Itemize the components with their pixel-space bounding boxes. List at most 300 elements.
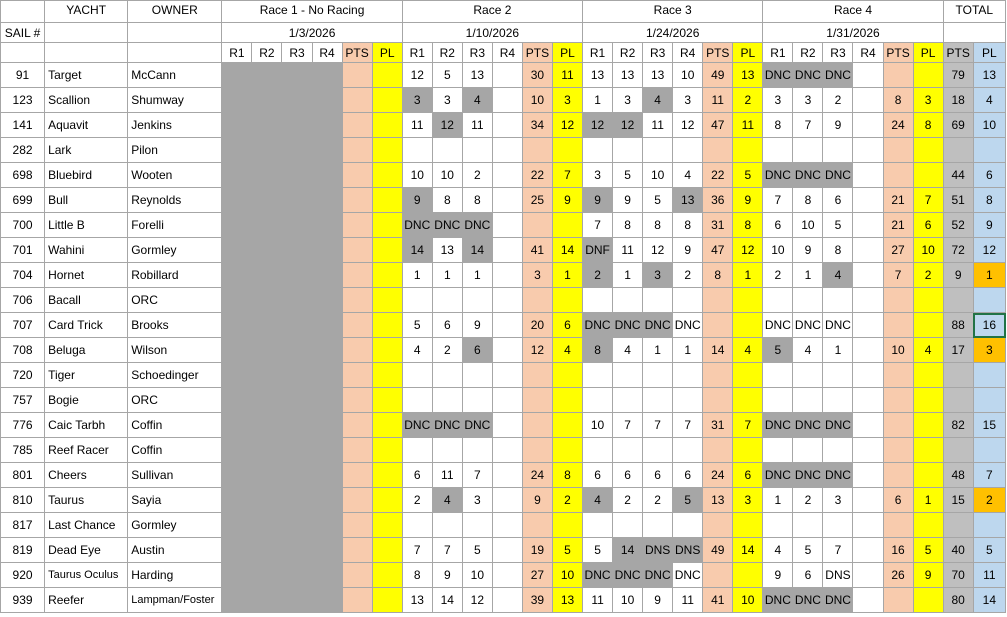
race-4-cell[interactable] (793, 513, 823, 538)
race-4-cell[interactable]: DNC (793, 313, 823, 338)
yacht-name-cell[interactable]: Little B (45, 213, 128, 238)
race-2-cell[interactable] (462, 388, 492, 413)
race-3-cell[interactable]: 12 (733, 238, 763, 263)
race-1-cell[interactable] (312, 63, 342, 88)
race-4-cell[interactable]: 3 (913, 88, 943, 113)
race-3-cell[interactable] (583, 138, 613, 163)
race-3-cell[interactable] (733, 363, 763, 388)
race-4-cell[interactable] (913, 288, 943, 313)
race-3-cell[interactable] (613, 288, 643, 313)
race-1-cell[interactable] (252, 363, 282, 388)
sail-number-cell[interactable]: 141 (1, 113, 45, 138)
race-1-cell[interactable] (372, 188, 402, 213)
race-3-cell[interactable]: 1 (673, 338, 703, 363)
race-3-cell[interactable]: DNC (643, 313, 673, 338)
race-1-cell[interactable] (222, 188, 252, 213)
race-2-col-header[interactable]: R3 (462, 43, 492, 63)
race-4-cell[interactable]: 7 (823, 538, 853, 563)
race-3-cell[interactable] (733, 388, 763, 413)
race-4-cell[interactable]: 2 (793, 488, 823, 513)
total-points-cell[interactable]: 88 (943, 313, 973, 338)
owner-name-cell[interactable]: Forelli (128, 213, 222, 238)
race-4-cell[interactable] (763, 513, 793, 538)
race-2-cell[interactable]: 24 (522, 463, 552, 488)
race-4-cell[interactable]: 3 (763, 88, 793, 113)
race-2-cell[interactable]: DNC (432, 413, 462, 438)
race-2-cell[interactable]: 13 (462, 63, 492, 88)
race-3-cell[interactable]: 8 (643, 213, 673, 238)
race-4-cell[interactable]: 5 (913, 538, 943, 563)
sail-header[interactable]: SAIL # (1, 23, 45, 43)
race-1-cell[interactable] (252, 88, 282, 113)
race-1-cell[interactable] (282, 63, 312, 88)
race-4-cell[interactable]: 8 (823, 238, 853, 263)
race-2-cell[interactable]: 7 (432, 538, 462, 563)
race-3-cell[interactable]: 4 (673, 163, 703, 188)
race-1-cell[interactable] (342, 413, 372, 438)
race-4-cell[interactable]: 27 (883, 238, 913, 263)
owner-name-cell[interactable]: Schoedinger (128, 363, 222, 388)
race-4-cell[interactable] (913, 63, 943, 88)
yacht-name-cell[interactable]: Taurus Oculus (45, 563, 128, 588)
total-place-cell[interactable]: 10 (973, 113, 1005, 138)
race-4-cell[interactable] (913, 463, 943, 488)
race-1-date[interactable]: 1/3/2026 (222, 23, 402, 43)
race-2-cell[interactable]: DNC (462, 213, 492, 238)
race-2-cell[interactable] (492, 438, 522, 463)
yacht-name-cell[interactable]: Dead Eye (45, 538, 128, 563)
race-2-cell[interactable] (402, 513, 432, 538)
race-1-cell[interactable] (312, 363, 342, 388)
race-3-cell[interactable]: 2 (613, 488, 643, 513)
race-2-cell[interactable] (552, 288, 582, 313)
race-2-cell[interactable]: DNC (402, 413, 432, 438)
race-4-cell[interactable] (913, 413, 943, 438)
total-points-cell[interactable] (943, 513, 973, 538)
race-4-cell[interactable]: 9 (793, 238, 823, 263)
race-4-cell[interactable] (763, 138, 793, 163)
race-4-cell[interactable] (853, 363, 883, 388)
race-2-col-header[interactable]: R4 (492, 43, 522, 63)
race-4-cell[interactable]: 8 (793, 188, 823, 213)
race-1-cell[interactable] (282, 463, 312, 488)
sail-number-cell[interactable]: 757 (1, 388, 45, 413)
race-1-cell[interactable] (372, 388, 402, 413)
race-3-cell[interactable]: 13 (673, 188, 703, 213)
race-4-col-header[interactable]: R1 (763, 43, 793, 63)
race-4-cell[interactable]: DNC (763, 588, 793, 613)
blank-header-cell[interactable] (943, 23, 1005, 43)
total-col-header[interactable]: PTS (943, 43, 973, 63)
race-4-cell[interactable] (853, 588, 883, 613)
race-1-cell[interactable] (282, 588, 312, 613)
race-4-cell[interactable] (763, 363, 793, 388)
race-2-cell[interactable]: 8 (432, 188, 462, 213)
race-4-cell[interactable] (763, 288, 793, 313)
race-1-cell[interactable] (312, 313, 342, 338)
race-3-cell[interactable] (613, 438, 643, 463)
yacht-name-cell[interactable]: Hornet (45, 263, 128, 288)
race-3-cell[interactable]: 11 (733, 113, 763, 138)
race-2-cell[interactable] (552, 138, 582, 163)
race-2-cell[interactable] (492, 288, 522, 313)
race-3-cell[interactable] (583, 438, 613, 463)
race-4-cell[interactable]: 4 (823, 263, 853, 288)
race-2-cell[interactable] (552, 513, 582, 538)
race-2-cell[interactable] (492, 338, 522, 363)
race-3-cell[interactable] (733, 313, 763, 338)
race-2-cell[interactable]: 11 (402, 113, 432, 138)
race-1-cell[interactable] (282, 388, 312, 413)
race-3-cell[interactable] (673, 363, 703, 388)
race-3-cell[interactable]: 7 (583, 213, 613, 238)
race-4-cell[interactable] (913, 513, 943, 538)
race-1-cell[interactable] (222, 388, 252, 413)
race-3-cell[interactable]: 31 (703, 213, 733, 238)
race-3-cell[interactable] (733, 513, 763, 538)
race-3-cell[interactable]: 9 (733, 188, 763, 213)
race-3-cell[interactable]: 49 (703, 538, 733, 563)
race-2-cell[interactable]: 7 (402, 538, 432, 563)
blank-header-cell[interactable] (128, 23, 222, 43)
race-4-cell[interactable]: 7 (913, 188, 943, 213)
race-3-cell[interactable]: 8 (673, 213, 703, 238)
race-3-cell[interactable]: 11 (673, 588, 703, 613)
race-1-cell[interactable] (282, 188, 312, 213)
race-1-cell[interactable] (372, 563, 402, 588)
owner-name-cell[interactable]: Coffin (128, 413, 222, 438)
total-place-cell[interactable]: 12 (973, 238, 1005, 263)
race-2-cell[interactable]: 14 (462, 238, 492, 263)
race-2-cell[interactable]: 12 (552, 113, 582, 138)
race-2-cell[interactable] (462, 363, 492, 388)
race-4-cell[interactable]: 6 (763, 213, 793, 238)
race-2-cell[interactable] (402, 388, 432, 413)
race-4-cell[interactable]: 5 (823, 213, 853, 238)
race-4-col-header[interactable]: R2 (793, 43, 823, 63)
race-3-cell[interactable]: 7 (643, 413, 673, 438)
race-3-cell[interactable]: DNC (583, 563, 613, 588)
yacht-name-cell[interactable]: Bacall (45, 288, 128, 313)
race-1-cell[interactable] (372, 88, 402, 113)
race-2-cell[interactable] (492, 213, 522, 238)
race-1-cell[interactable] (342, 488, 372, 513)
race-3-date[interactable]: 1/24/2026 (583, 23, 763, 43)
race-2-cell[interactable]: 11 (432, 463, 462, 488)
race-2-cell[interactable] (492, 313, 522, 338)
race-1-cell[interactable] (252, 388, 282, 413)
race-1-cell[interactable] (372, 438, 402, 463)
race-3-cell[interactable]: 13 (733, 63, 763, 88)
race-3-cell[interactable]: 3 (733, 488, 763, 513)
race-2-cell[interactable]: 19 (522, 538, 552, 563)
race-1-cell[interactable] (342, 188, 372, 213)
race-4-cell[interactable] (853, 113, 883, 138)
race-1-cell[interactable] (342, 113, 372, 138)
race-2-cell[interactable]: 7 (552, 163, 582, 188)
race-2-cell[interactable]: 14 (432, 588, 462, 613)
total-points-cell[interactable]: 40 (943, 538, 973, 563)
race-2-cell[interactable]: DNC (462, 413, 492, 438)
race-4-cell[interactable]: 16 (883, 538, 913, 563)
race-2-cell[interactable]: 14 (402, 238, 432, 263)
race-3-cell[interactable] (733, 438, 763, 463)
race-4-cell[interactable] (763, 388, 793, 413)
race-1-cell[interactable] (372, 413, 402, 438)
race-4-cell[interactable] (913, 313, 943, 338)
race-4-cell[interactable]: DNC (793, 588, 823, 613)
race-3-cell[interactable]: 8 (583, 338, 613, 363)
race-4-cell[interactable]: DNC (763, 463, 793, 488)
race-4-cell[interactable]: 1 (823, 338, 853, 363)
yacht-name-cell[interactable]: Aquavit (45, 113, 128, 138)
race-2-cell[interactable]: 9 (462, 313, 492, 338)
race-1-cell[interactable] (252, 588, 282, 613)
race-4-cell[interactable]: DNC (793, 63, 823, 88)
sail-number-cell[interactable]: 700 (1, 213, 45, 238)
race-1-cell[interactable] (222, 238, 252, 263)
race-2-col-header[interactable]: PTS (522, 43, 552, 63)
race-1-cell[interactable] (252, 463, 282, 488)
total-points-cell[interactable]: 9 (943, 263, 973, 288)
race-4-cell[interactable] (823, 288, 853, 313)
race-1-cell[interactable] (342, 463, 372, 488)
race-2-cell[interactable]: 22 (522, 163, 552, 188)
race-1-cell[interactable] (342, 513, 372, 538)
blank-header-cell[interactable] (1, 1, 45, 23)
sail-number-cell[interactable]: 706 (1, 288, 45, 313)
race-1-col-header[interactable]: R3 (282, 43, 312, 63)
race-4-cell[interactable] (793, 288, 823, 313)
race-1-cell[interactable] (282, 88, 312, 113)
race-3-cell[interactable]: DNC (673, 563, 703, 588)
race-3-cell[interactable]: 22 (703, 163, 733, 188)
owner-name-cell[interactable]: Robillard (128, 263, 222, 288)
race-2-cell[interactable]: 2 (552, 488, 582, 513)
race-1-cell[interactable] (312, 163, 342, 188)
race-1-cell[interactable] (342, 63, 372, 88)
race-3-cell[interactable]: 12 (583, 113, 613, 138)
race-2-cell[interactable]: 13 (432, 238, 462, 263)
race-2-cell[interactable]: 9 (552, 188, 582, 213)
race-3-cell[interactable]: 13 (643, 63, 673, 88)
race-3-cell[interactable]: 6 (673, 463, 703, 488)
total-points-cell[interactable]: 72 (943, 238, 973, 263)
race-1-cell[interactable] (312, 463, 342, 488)
race-4-cell[interactable]: DNC (793, 463, 823, 488)
race-3-cell[interactable]: 7 (673, 413, 703, 438)
race-3-cell[interactable]: 14 (733, 538, 763, 563)
race-3-cell[interactable]: 11 (643, 113, 673, 138)
sail-number-cell[interactable]: 720 (1, 363, 45, 388)
race-3-cell[interactable]: 2 (643, 488, 673, 513)
race-3-cell[interactable]: 4 (643, 88, 673, 113)
race-1-cell[interactable] (222, 338, 252, 363)
race-1-cell[interactable] (372, 63, 402, 88)
race-1-cell[interactable] (312, 113, 342, 138)
race-3-col-header[interactable]: R1 (583, 43, 613, 63)
race-4-cell[interactable]: 8 (883, 88, 913, 113)
race-2-cell[interactable] (492, 263, 522, 288)
sail-number-cell[interactable]: 819 (1, 538, 45, 563)
race-3-cell[interactable]: 12 (643, 238, 673, 263)
race-4-cell[interactable]: 26 (883, 563, 913, 588)
race-4-cell[interactable]: 9 (913, 563, 943, 588)
total-points-cell[interactable]: 44 (943, 163, 973, 188)
race-2-cell[interactable]: 6 (402, 463, 432, 488)
race-1-cell[interactable] (222, 213, 252, 238)
race-2-cell[interactable] (432, 288, 462, 313)
race-1-cell[interactable] (282, 238, 312, 263)
race-2-cell[interactable]: 11 (552, 63, 582, 88)
sail-number-cell[interactable]: 810 (1, 488, 45, 513)
race-3-cell[interactable]: 13 (583, 63, 613, 88)
race-3-cell[interactable] (673, 388, 703, 413)
race-4-cell[interactable] (883, 138, 913, 163)
race-1-cell[interactable] (312, 438, 342, 463)
race-3-cell[interactable]: 11 (703, 88, 733, 113)
race-2-cell[interactable]: 9 (522, 488, 552, 513)
race-4-cell[interactable]: DNC (763, 63, 793, 88)
sail-number-cell[interactable]: 785 (1, 438, 45, 463)
race-4-cell[interactable]: 10 (883, 338, 913, 363)
race-3-cell[interactable]: 8 (703, 263, 733, 288)
race-2-cell[interactable] (402, 138, 432, 163)
sail-number-cell[interactable]: 699 (1, 188, 45, 213)
race-4-cell[interactable] (853, 213, 883, 238)
race-2-cell[interactable]: 12 (432, 113, 462, 138)
race-1-cell[interactable] (282, 163, 312, 188)
race-1-cell[interactable] (222, 163, 252, 188)
total-place-cell[interactable]: 7 (973, 463, 1005, 488)
race-1-cell[interactable] (342, 588, 372, 613)
race-2-cell[interactable]: 9 (432, 563, 462, 588)
race-3-cell[interactable]: 9 (613, 188, 643, 213)
total-points-cell[interactable]: 82 (943, 413, 973, 438)
race-2-cell[interactable]: 2 (432, 338, 462, 363)
race-3-cell[interactable]: DNS (643, 538, 673, 563)
yacht-name-cell[interactable]: Cheers (45, 463, 128, 488)
race-4-cell[interactable] (913, 438, 943, 463)
yacht-name-cell[interactable]: Caic Tarbh (45, 413, 128, 438)
race-2-cell[interactable] (522, 513, 552, 538)
race-2-cell[interactable] (432, 363, 462, 388)
owner-name-cell[interactable]: Shumway (128, 88, 222, 113)
total-place-cell[interactable]: 1 (973, 263, 1005, 288)
race-1-col-header[interactable]: R2 (252, 43, 282, 63)
race-4-cell[interactable]: 8 (763, 113, 793, 138)
race-4-cell[interactable]: DNC (793, 413, 823, 438)
race-4-cell[interactable]: DNC (823, 63, 853, 88)
race-3-cell[interactable] (703, 563, 733, 588)
race-1-cell[interactable] (342, 263, 372, 288)
race-3-cell[interactable]: DNC (613, 313, 643, 338)
race-3-cell[interactable]: 5 (643, 188, 673, 213)
race-1-cell[interactable] (222, 288, 252, 313)
race-1-cell[interactable] (312, 488, 342, 513)
race-2-cell[interactable] (522, 213, 552, 238)
race-1-cell[interactable] (222, 463, 252, 488)
race-3-cell[interactable]: 8 (613, 213, 643, 238)
race-1-cell[interactable] (312, 288, 342, 313)
race-4-cell[interactable]: DNC (823, 463, 853, 488)
total-col-header[interactable]: PL (973, 43, 1005, 63)
total-place-cell[interactable]: 6 (973, 163, 1005, 188)
race-1-cell[interactable] (372, 138, 402, 163)
total-place-cell[interactable]: 14 (973, 588, 1005, 613)
race-3-cell[interactable]: 2 (673, 263, 703, 288)
race-2-cell[interactable]: 7 (462, 463, 492, 488)
yacht-name-cell[interactable]: Lark (45, 138, 128, 163)
race-4-cell[interactable]: 3 (823, 488, 853, 513)
owner-name-cell[interactable]: Wilson (128, 338, 222, 363)
race-3-cell[interactable]: 7 (613, 413, 643, 438)
race-1-cell[interactable] (312, 188, 342, 213)
race-3-col-header[interactable]: PTS (703, 43, 733, 63)
total-place-cell[interactable]: 2 (973, 488, 1005, 513)
race-4-cell[interactable] (853, 463, 883, 488)
race-3-cell[interactable]: 5 (673, 488, 703, 513)
race-3-cell[interactable] (703, 388, 733, 413)
race-4-cell[interactable] (853, 63, 883, 88)
race-3-cell[interactable] (673, 138, 703, 163)
owner-name-cell[interactable]: Wooten (128, 163, 222, 188)
race-4-cell[interactable] (853, 488, 883, 513)
race-1-cell[interactable] (372, 463, 402, 488)
race-3-cell[interactable] (703, 288, 733, 313)
race-2-cell[interactable]: 3 (552, 88, 582, 113)
race-1-cell[interactable] (252, 263, 282, 288)
race-2-cell[interactable]: DNC (402, 213, 432, 238)
race-2-cell[interactable] (462, 513, 492, 538)
race-3-cell[interactable]: 9 (673, 238, 703, 263)
race-1-cell[interactable] (222, 313, 252, 338)
race-3-col-header[interactable]: R3 (643, 43, 673, 63)
race-2-date[interactable]: 1/10/2026 (402, 23, 582, 43)
race-1-cell[interactable] (372, 263, 402, 288)
total-place-cell[interactable]: 4 (973, 88, 1005, 113)
race-2-cell[interactable] (522, 413, 552, 438)
race-4-cell[interactable] (853, 88, 883, 113)
total-place-cell[interactable]: 9 (973, 213, 1005, 238)
owner-name-cell[interactable]: Gormley (128, 513, 222, 538)
race-1-cell[interactable] (282, 263, 312, 288)
race-1-cell[interactable] (312, 588, 342, 613)
total-place-cell[interactable] (973, 388, 1005, 413)
race-1-cell[interactable] (312, 513, 342, 538)
race-3-cell[interactable]: DNC (643, 563, 673, 588)
race-3-cell[interactable]: 14 (613, 538, 643, 563)
race-4-cell[interactable] (853, 338, 883, 363)
race-3-cell[interactable]: 6 (613, 463, 643, 488)
owner-name-cell[interactable]: Brooks (128, 313, 222, 338)
race-4-cell[interactable] (853, 413, 883, 438)
race-2-cell[interactable] (522, 388, 552, 413)
race-3-cell[interactable]: 47 (703, 113, 733, 138)
race-1-cell[interactable] (222, 413, 252, 438)
race-4-cell[interactable]: 2 (763, 263, 793, 288)
race-4-cell[interactable] (823, 513, 853, 538)
race-2-cell[interactable] (402, 288, 432, 313)
race-2-cell[interactable] (462, 288, 492, 313)
race-4-cell[interactable]: DNC (823, 163, 853, 188)
race-4-cell[interactable]: 3 (793, 88, 823, 113)
race-3-cell[interactable]: 10 (613, 588, 643, 613)
race-4-cell[interactable] (913, 163, 943, 188)
total-points-cell[interactable]: 48 (943, 463, 973, 488)
race-4-cell[interactable] (883, 513, 913, 538)
sail-number-cell[interactable]: 704 (1, 263, 45, 288)
